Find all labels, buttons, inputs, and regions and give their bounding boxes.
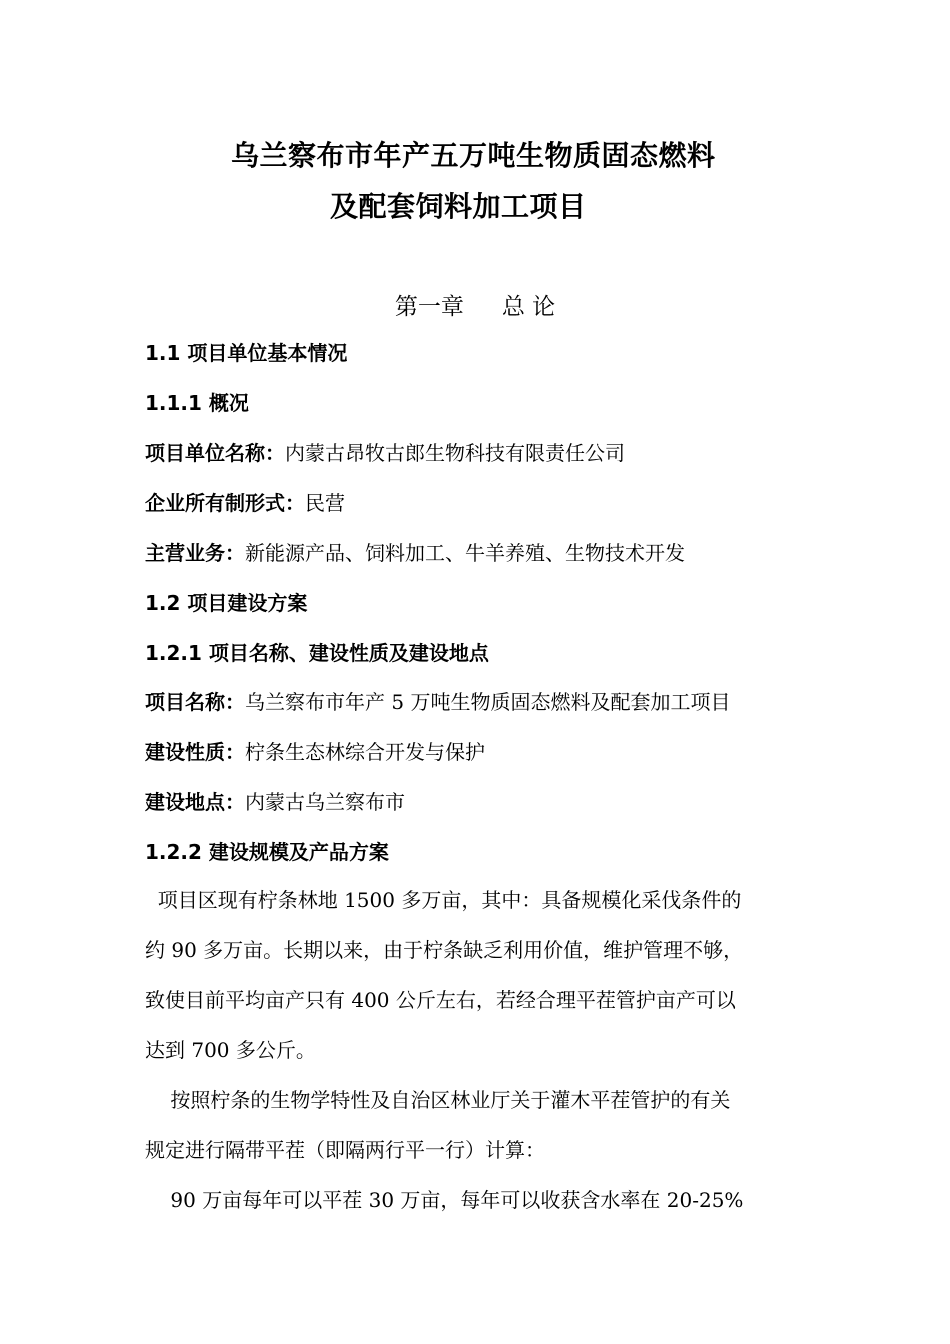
business-row: [145, 537, 685, 566]
unit-name-label: 项目单位名称：: [145, 441, 285, 465]
paragraph-line: 规定进行隔带平茬（即隔两行平一行）计算：: [145, 1138, 545, 1162]
chapter-name: 总 论: [501, 294, 556, 320]
chapter-heading: [0, 288, 950, 321]
section-1-2-heading: 1.2 项目建设方案: [145, 591, 308, 615]
section-1-1-1-heading: 1.1.1 概况: [145, 391, 249, 415]
paragraph-line: 约 90 多万亩。长期以来，由于柠条缺乏利用价值，维护管理不够，: [145, 938, 744, 962]
paragraph-line: 达到 700 多公斤。: [145, 1038, 316, 1062]
unit-name-row: [145, 437, 625, 466]
ownership-row: [145, 487, 345, 516]
ownership-value: 民营: [305, 491, 345, 515]
nature-row: [145, 736, 485, 765]
location-label: 建设地点：: [145, 790, 245, 814]
ownership-label: 企业所有制形式：: [145, 491, 305, 515]
project-name-label: 项目名称：: [145, 690, 245, 714]
document-title-line-2: 及配套饲料加工项目: [330, 190, 587, 223]
chapter-number: 第一章: [394, 294, 464, 320]
section-1-2-1-heading: 1.2.1 项目名称、建设性质及建设地点: [145, 641, 489, 665]
project-name-row: [145, 686, 730, 715]
document-title-line-1: 乌兰察布市年产五万吨生物质固态燃料: [231, 139, 716, 172]
section-1-1-heading: 1.1 项目单位基本情况: [145, 341, 348, 365]
paragraph-line: 项目区现有柠条林地 1500 多万亩，其中：具备规模化采伐条件的: [145, 888, 742, 912]
business-value: 新能源产品、饲料加工、牛羊养殖、生物技术开发: [245, 541, 685, 565]
nature-value: 柠条生态林综合开发与保护: [245, 740, 485, 764]
location-value: 内蒙古乌兰察布市: [245, 790, 405, 814]
unit-name-value: 内蒙古昂牧古郎生物科技有限责任公司: [285, 441, 625, 465]
project-name-value: 乌兰察布市年产 5 万吨生物质固态燃料及配套加工项目: [245, 690, 731, 714]
location-row: [145, 786, 405, 815]
business-label: 主营业务：: [145, 541, 245, 565]
paragraph-line: 按照柠条的生物学特性及自治区林业厅关于灌木平茬管护的有关: [145, 1088, 731, 1112]
paragraph-line: 致使目前平均亩产只有 400 公斤左右，若经合理平茬管护亩产可以: [145, 988, 736, 1012]
nature-label: 建设性质：: [145, 740, 245, 764]
section-1-2-2-heading: 1.2.2 建设规模及产品方案: [145, 840, 389, 864]
paragraph-line: 90 万亩每年可以平茬 30 万亩，每年可以收获含水率在 20-25%: [145, 1188, 744, 1212]
